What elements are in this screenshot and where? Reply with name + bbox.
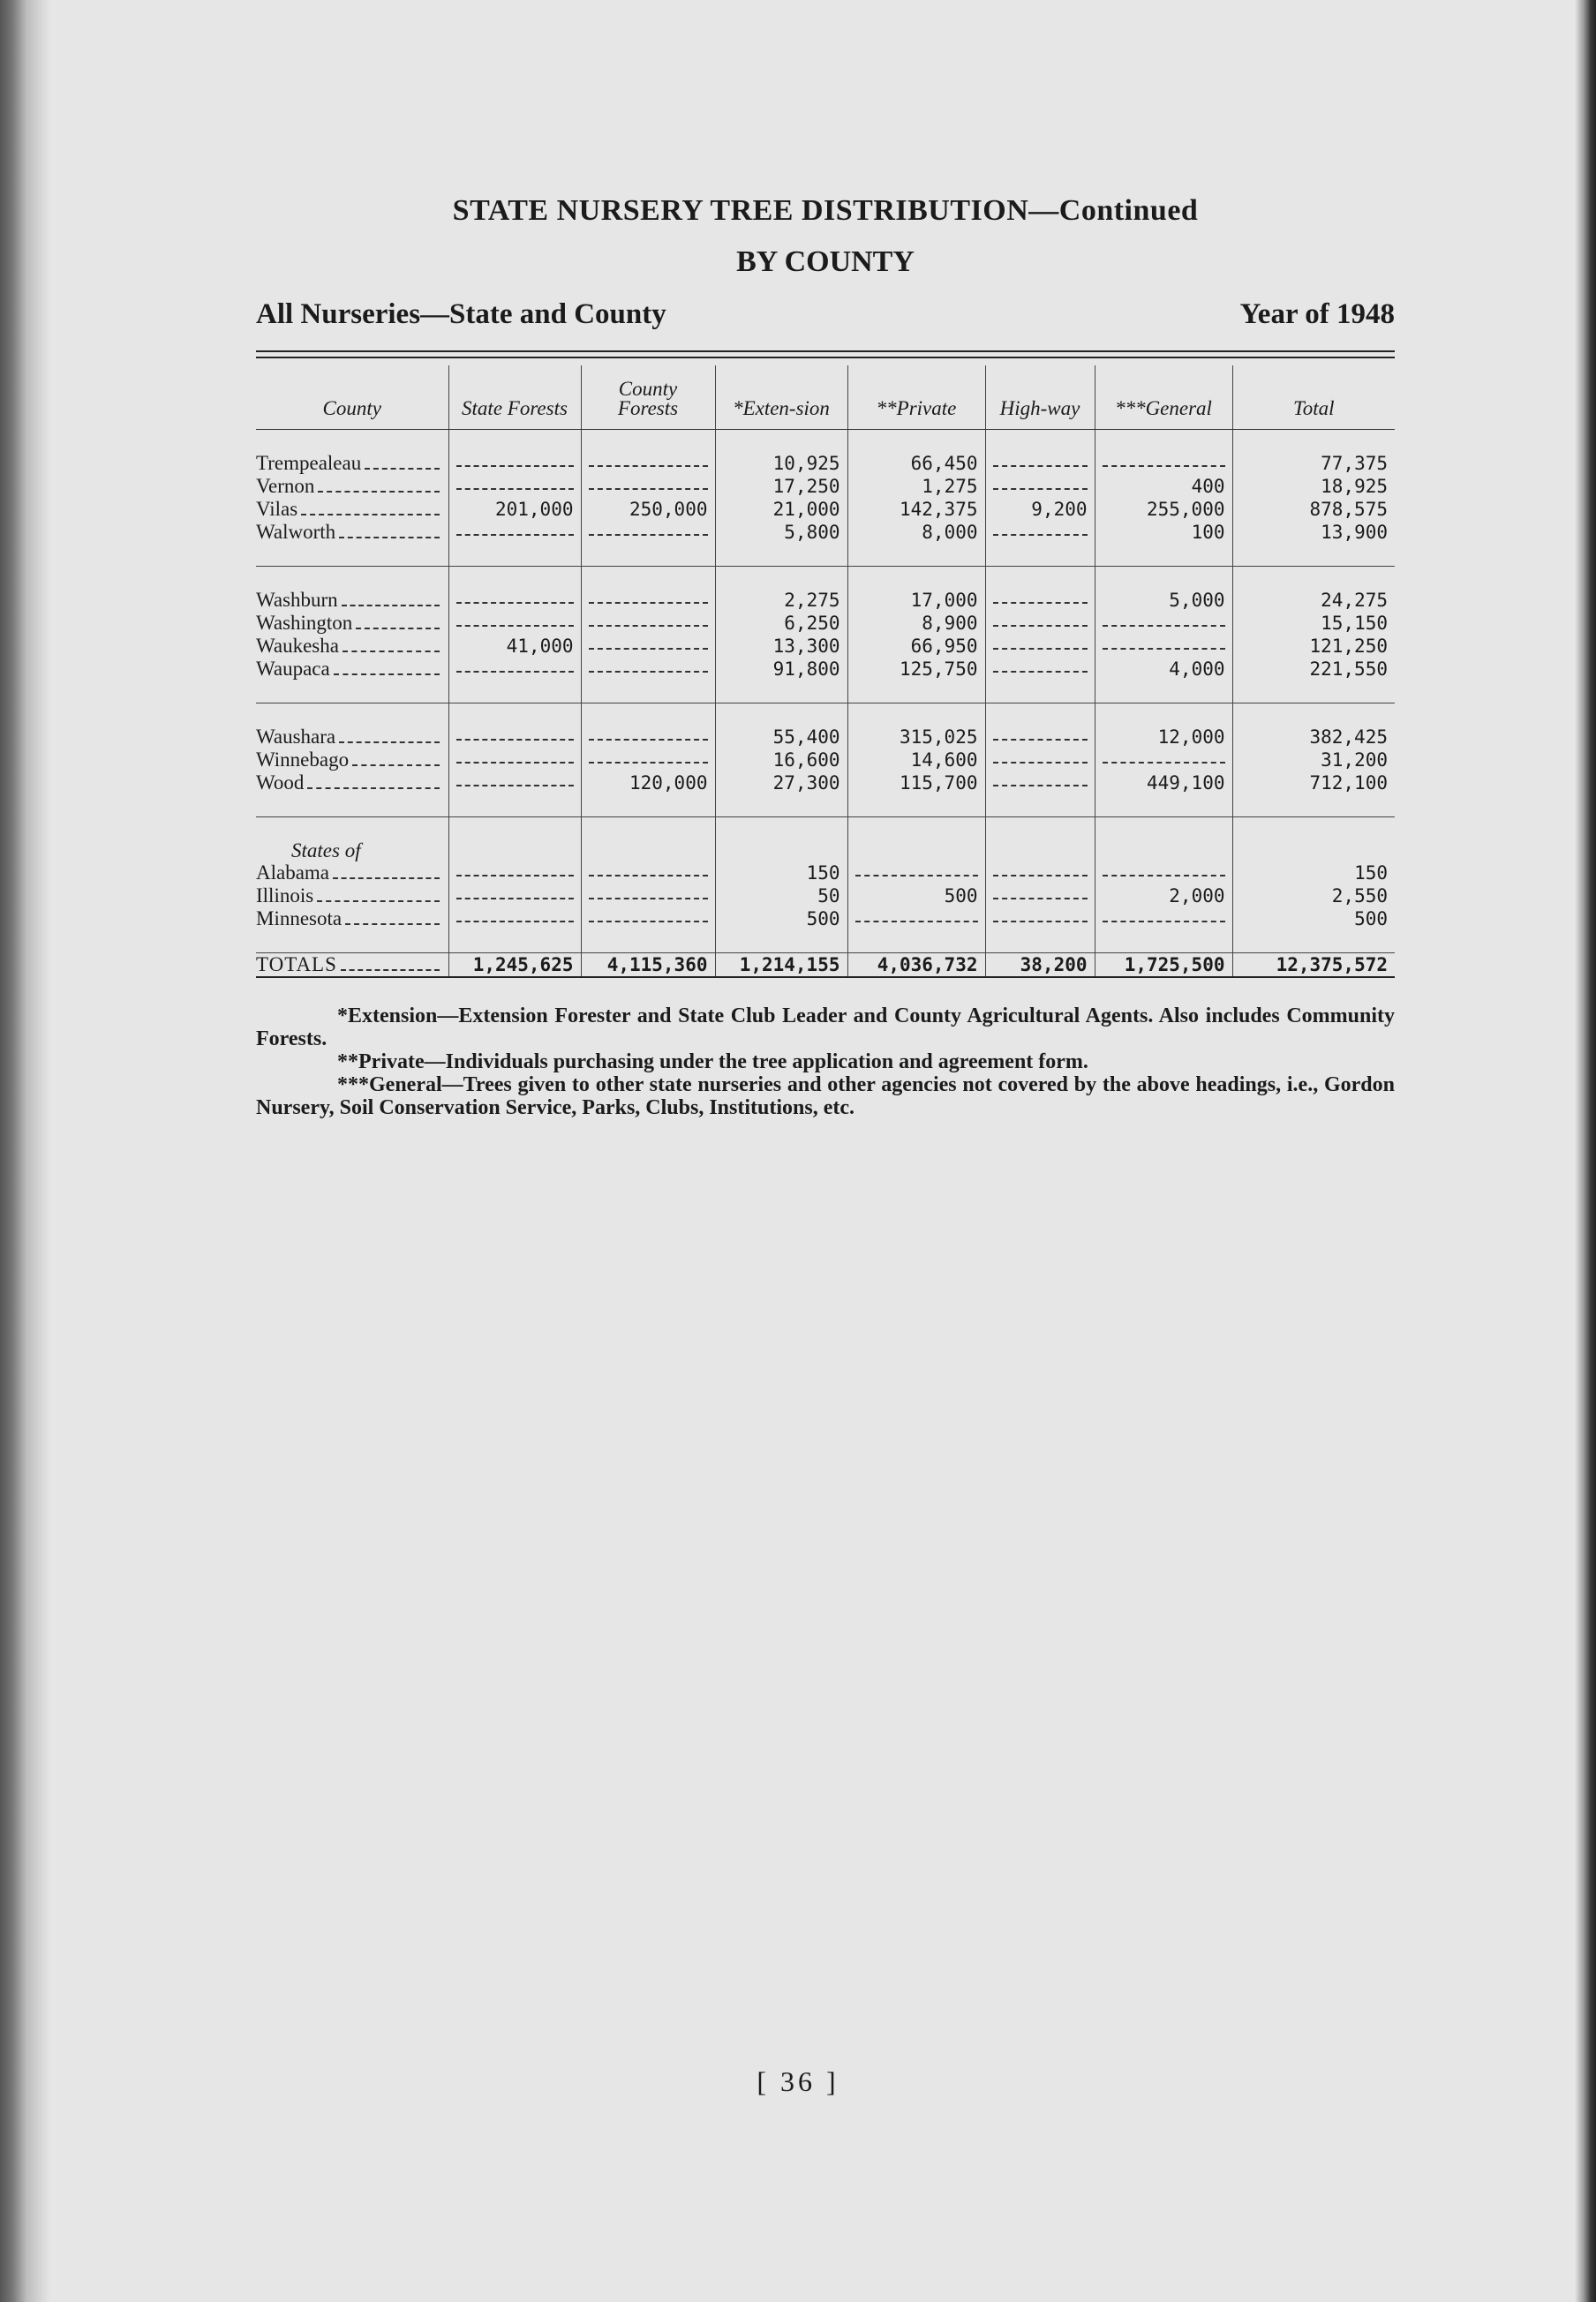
column-header: **Private [847, 365, 985, 430]
page-subtitle: BY COUNTY [736, 245, 915, 278]
table-row [256, 521, 1395, 544]
table-row [256, 749, 1395, 771]
dash-placeholder [456, 749, 574, 764]
dot-leader [339, 741, 439, 743]
county-cell [256, 612, 448, 635]
empty-cell [985, 521, 1095, 544]
dash-placeholder [456, 726, 574, 741]
table-row [256, 475, 1395, 498]
total-cell: 24,275 [1232, 589, 1395, 612]
extension-cell: 13,300 [715, 635, 847, 658]
extension-cell: 150 [715, 861, 847, 884]
general-cell: 12,000 [1095, 726, 1232, 749]
state-forests-cell: 201,000 [448, 498, 581, 521]
private-cell: 1,275 [847, 475, 985, 498]
total-cell: 15,150 [1232, 612, 1395, 635]
group-label-row [256, 839, 1395, 861]
footnote-private: **Private—Individuals purchasing under the tree application and agreement form. [337, 1050, 1088, 1073]
year-label: Year of 1948 [1239, 298, 1395, 330]
dash-placeholder [1103, 908, 1225, 922]
empty-cell [985, 884, 1095, 907]
dot-leader [342, 605, 440, 606]
county-cell [256, 475, 448, 498]
dash-placeholder [993, 476, 1088, 490]
total-private-cell: 4,036,732 [847, 953, 985, 978]
dot-leader [333, 877, 439, 879]
total-cell: 121,250 [1232, 635, 1395, 658]
county-name: Walworth [256, 521, 336, 543]
county-cell [256, 589, 448, 612]
general-cell: 400 [1095, 475, 1232, 498]
county-name: Alabama [256, 861, 330, 884]
dash-placeholder [589, 453, 708, 467]
group-label: States of [291, 839, 361, 861]
extension-cell: 5,800 [715, 521, 847, 544]
county-name: Washington [256, 612, 353, 634]
column-header: High-way [985, 365, 1095, 430]
total-cell: 500 [1232, 907, 1395, 930]
county-name: Waupaca [256, 658, 330, 680]
private-cell: 17,000 [847, 589, 985, 612]
empty-cell [448, 884, 581, 907]
dash-placeholder [993, 726, 1088, 741]
total-county-forests-cell: 4,115,360 [581, 953, 715, 978]
empty-cell [985, 749, 1095, 771]
private-cell: 8,900 [847, 612, 985, 635]
dash-placeholder [456, 590, 574, 604]
table-row [256, 498, 1395, 521]
dash-placeholder [589, 590, 708, 604]
county-name: Trempealeau [256, 452, 362, 474]
dash-placeholder [1103, 453, 1225, 467]
county-cell [256, 907, 448, 930]
extension-cell: 16,600 [715, 749, 847, 771]
empty-cell [985, 907, 1095, 930]
dash-placeholder [993, 636, 1088, 650]
county-cell [256, 658, 448, 681]
total-cell: 2,550 [1232, 884, 1395, 907]
county-cell [256, 861, 448, 884]
empty-cell [1095, 861, 1232, 884]
dash-placeholder [589, 476, 708, 490]
dash-placeholder [456, 613, 574, 627]
footnote-extension: *Extension—Extension Forester and State Club Leader and County Agricultural Agents. Also includes Community Forests. [256, 1004, 1395, 1050]
dash-placeholder [1103, 613, 1225, 627]
county-name: Illinois [256, 884, 314, 907]
private-cell: 115,700 [847, 771, 985, 794]
dash-placeholder [1103, 749, 1225, 764]
empty-cell [985, 452, 1095, 475]
empty-cell [581, 658, 715, 681]
empty-cell [1095, 635, 1232, 658]
document-page [256, 194, 1395, 1119]
empty-cell [1095, 452, 1232, 475]
empty-cell [581, 521, 715, 544]
group-spacer [256, 544, 1395, 567]
dash-placeholder [855, 862, 978, 876]
private-cell: 14,600 [847, 749, 985, 771]
county-name: Wood [256, 771, 305, 794]
total-extension-cell: 1,214,155 [715, 953, 847, 978]
table-row [256, 861, 1395, 884]
dash-placeholder [456, 522, 574, 536]
dot-leader [334, 673, 440, 675]
dash-placeholder [993, 749, 1088, 764]
table-header-row [256, 365, 1395, 430]
dash-placeholder [1103, 636, 1225, 650]
dash-placeholder [456, 476, 574, 490]
dash-placeholder [993, 772, 1088, 786]
county-cell [256, 452, 448, 475]
extension-cell: 17,250 [715, 475, 847, 498]
dash-placeholder [993, 658, 1088, 673]
footnotes [256, 1004, 1395, 1119]
empty-cell [985, 475, 1095, 498]
empty-cell [448, 658, 581, 681]
distribution-table [256, 365, 1395, 978]
dash-placeholder [589, 522, 708, 536]
dash-placeholder [589, 862, 708, 876]
county-cell [256, 726, 448, 749]
empty-cell [847, 861, 985, 884]
empty-cell [581, 612, 715, 635]
group-spacer [256, 817, 1395, 840]
dash-placeholder [589, 613, 708, 627]
column-header: County [256, 365, 448, 430]
empty-cell [448, 907, 581, 930]
dot-leader [301, 514, 439, 515]
general-cell: 5,000 [1095, 589, 1232, 612]
group-spacer [256, 930, 1395, 953]
dash-placeholder [589, 636, 708, 650]
table-row [256, 612, 1395, 635]
empty-cell [985, 726, 1095, 749]
table-row [256, 589, 1395, 612]
dot-leader [356, 628, 439, 629]
dot-leader [343, 651, 440, 652]
page-title: STATE NURSERY TREE DISTRIBUTION—Continued [452, 194, 1199, 227]
county-name: Waukesha [256, 635, 339, 657]
table-row [256, 635, 1395, 658]
dash-placeholder [993, 885, 1088, 899]
empty-cell [448, 771, 581, 794]
column-header: Total [1232, 365, 1395, 430]
dot-leader [317, 900, 439, 902]
table-body [256, 430, 1395, 978]
total-state-forests-cell: 1,245,625 [448, 953, 581, 978]
dot-leader [352, 764, 439, 766]
county-name: Vilas [256, 498, 298, 520]
dash-placeholder [456, 658, 574, 673]
dot-leader [341, 969, 440, 971]
county-cell [256, 749, 448, 771]
total-cell: 150 [1232, 861, 1395, 884]
dash-placeholder [993, 453, 1088, 467]
group-spacer [256, 567, 1395, 590]
dot-leader [339, 537, 439, 538]
table-subheading [256, 298, 1395, 331]
dash-placeholder [589, 885, 708, 899]
table-row [256, 658, 1395, 681]
total-cell: 712,100 [1232, 771, 1395, 794]
dash-placeholder [993, 908, 1088, 922]
county-name: Vernon [256, 475, 315, 497]
left-binding-edge [0, 0, 51, 2302]
dash-placeholder [456, 453, 574, 467]
private-cell: 500 [847, 884, 985, 907]
dash-placeholder [993, 590, 1088, 604]
highway-cell: 9,200 [985, 498, 1095, 521]
general-cell: 255,000 [1095, 498, 1232, 521]
total-cell: 77,375 [1232, 452, 1395, 475]
group-spacer [256, 703, 1395, 726]
empty-cell [985, 635, 1095, 658]
total-total-cell: 12,375,572 [1232, 953, 1395, 978]
empty-cell [985, 658, 1095, 681]
totals-label-text: TOTALS [256, 953, 337, 975]
county-forests-cell: 250,000 [581, 498, 715, 521]
county-name: Minnesota [256, 907, 343, 929]
county-cell [256, 521, 448, 544]
general-cell: 449,100 [1095, 771, 1232, 794]
county-cell [256, 635, 448, 658]
dash-placeholder [589, 908, 708, 922]
empty-cell [847, 907, 985, 930]
column-header: State Forests [448, 365, 581, 430]
totals-row [256, 953, 1395, 978]
dash-placeholder [456, 772, 574, 786]
dash-placeholder [456, 908, 574, 922]
empty-cell [581, 635, 715, 658]
private-cell: 8,000 [847, 521, 985, 544]
dash-placeholder [1103, 862, 1225, 876]
extension-cell: 10,925 [715, 452, 847, 475]
county-name: Waushara [256, 726, 336, 748]
double-rule [256, 350, 1395, 358]
private-cell: 142,375 [847, 498, 985, 521]
total-cell: 878,575 [1232, 498, 1395, 521]
county-name: Winnebago [256, 749, 350, 771]
group-spacer [256, 681, 1395, 703]
empty-cell [448, 521, 581, 544]
general-cell: 4,000 [1095, 658, 1232, 681]
extension-cell: 500 [715, 907, 847, 930]
private-cell: 315,025 [847, 726, 985, 749]
dot-leader [318, 491, 439, 493]
dot-leader [345, 923, 439, 925]
county-name: Washburn [256, 589, 338, 611]
dash-placeholder [456, 885, 574, 899]
extension-cell: 50 [715, 884, 847, 907]
total-general-cell: 1,725,500 [1095, 953, 1232, 978]
empty-cell [985, 771, 1095, 794]
table-row [256, 726, 1395, 749]
general-cell: 100 [1095, 521, 1232, 544]
empty-cell [985, 861, 1095, 884]
dash-placeholder [456, 862, 574, 876]
extension-cell: 55,400 [715, 726, 847, 749]
empty-cell [985, 612, 1095, 635]
empty-cell [581, 907, 715, 930]
dash-placeholder [993, 522, 1088, 536]
empty-cell [448, 861, 581, 884]
page-number: [ 36 ] [757, 2065, 839, 2097]
empty-cell [581, 475, 715, 498]
dot-leader [307, 787, 439, 789]
table-row [256, 771, 1395, 794]
column-header: County Forests [581, 365, 715, 430]
private-cell: 66,450 [847, 452, 985, 475]
extension-cell: 2,275 [715, 589, 847, 612]
table-row [256, 884, 1395, 907]
dot-leader [365, 468, 439, 470]
county-cell [256, 884, 448, 907]
table-row [256, 452, 1395, 475]
table-row [256, 907, 1395, 930]
private-cell: 125,750 [847, 658, 985, 681]
empty-cell [448, 452, 581, 475]
totals-label [256, 953, 448, 978]
empty-cell [448, 589, 581, 612]
empty-cell [1095, 749, 1232, 771]
extension-cell: 21,000 [715, 498, 847, 521]
empty-cell [1095, 907, 1232, 930]
dash-placeholder [589, 749, 708, 764]
empty-cell [448, 475, 581, 498]
empty-cell [985, 589, 1095, 612]
general-cell: 2,000 [1095, 884, 1232, 907]
empty-cell [581, 884, 715, 907]
empty-cell [448, 612, 581, 635]
empty-cell [581, 726, 715, 749]
dash-placeholder [993, 613, 1088, 627]
group-spacer [256, 430, 1395, 453]
empty-cell [1095, 612, 1232, 635]
private-cell: 66,950 [847, 635, 985, 658]
empty-cell [581, 589, 715, 612]
dash-placeholder [589, 658, 708, 673]
dash-placeholder [993, 862, 1088, 876]
footnote-general: ***General—Trees given to other state nurseries and other agencies not covered by the above headings, i.e., Gordon Nursery, Soil Conservation Service, Parks, Clubs, Institutions, etc. [256, 1073, 1395, 1119]
total-cell: 31,200 [1232, 749, 1395, 771]
extension-cell: 6,250 [715, 612, 847, 635]
group-spacer [256, 794, 1395, 817]
empty-cell [581, 861, 715, 884]
nurseries-label: All Nurseries—State and County [256, 298, 666, 330]
empty-cell [581, 452, 715, 475]
county-cell [256, 771, 448, 794]
column-header: ***General [1095, 365, 1232, 430]
state-forests-cell: 41,000 [448, 635, 581, 658]
total-highway-cell: 38,200 [985, 953, 1095, 978]
empty-cell [448, 749, 581, 771]
total-cell: 13,900 [1232, 521, 1395, 544]
empty-cell [581, 749, 715, 771]
county-cell [256, 498, 448, 521]
extension-cell: 27,300 [715, 771, 847, 794]
total-cell: 221,550 [1232, 658, 1395, 681]
right-binding-edge [1575, 0, 1596, 2302]
county-forests-cell: 120,000 [581, 771, 715, 794]
dash-placeholder [589, 726, 708, 741]
column-header: *Exten-sion [715, 365, 847, 430]
dash-placeholder [855, 908, 978, 922]
total-cell: 18,925 [1232, 475, 1395, 498]
empty-cell [448, 726, 581, 749]
extension-cell: 91,800 [715, 658, 847, 681]
total-cell: 382,425 [1232, 726, 1395, 749]
